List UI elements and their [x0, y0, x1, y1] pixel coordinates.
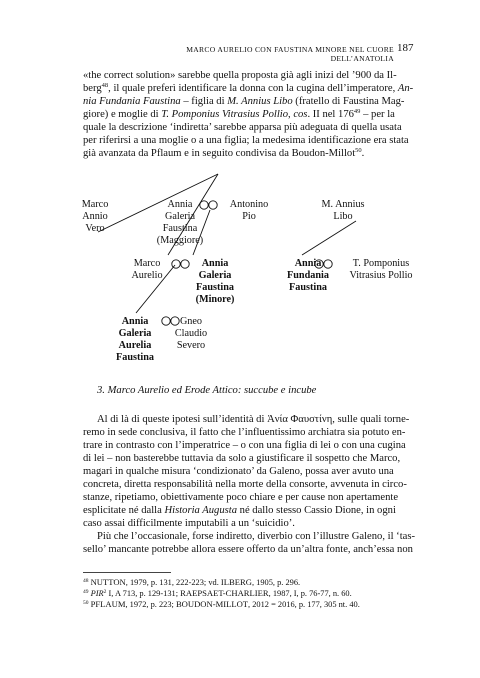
text-line: «the correct solution» sarebbe quella proposta già agli inizi del ’900 da Il- [83, 70, 397, 81]
union-ring-2a [172, 260, 180, 268]
footnote: $^{49}$ PIR$^2$ I, A 713, p. 129-131; RAEPSAET-CHARLIER, 1987, I, p. 76-77, n. 60. [83, 588, 352, 598]
footnotes [83, 577, 407, 610]
stemma-antonino-pio: Antonino Pio [229, 199, 269, 222]
stemma-annia-galeria-faustina-maggiore: Annia Galeria Faustina (Maggiore) [156, 199, 204, 246]
stemma-marco-aurelio: Marco Aurelio [131, 258, 163, 281]
text-line: esplicitate né dalla Historia Augusta né dallo stesso Cassio Dione, in ogni [83, 505, 396, 516]
text-line: remo in sede conclusiva, il fatto che l’influentissimo archiatra sia potuto en- [83, 427, 406, 438]
footnote: $^{48}$ NUTTON, 1979, p. 131, 222-223; vd. ILBERG, 1905, p. 296. [83, 577, 301, 587]
footnote: $^{50}$ PFLAUM, 1972, p. 223; BOUDON-MILLOT, 2012 = 2016, p. 177, 305 nt. 40. [83, 599, 360, 609]
stemma-t-pomponius-vitrasius-pollio: T. Pomponius Vitrasius Pollio [349, 258, 413, 281]
stemma-annia-galeria-faustina-minore: Annia Galeria Faustina (Minore) [195, 258, 235, 305]
text-line: caso assai difficilmente imputabili a un ‘suicidio’. [83, 518, 295, 529]
text-line: per riferirsi a una moglie o a una figlia; la medesima identificazione era stata [83, 135, 409, 146]
union-ring-1b [209, 201, 217, 209]
page-number: 187 [397, 42, 414, 54]
stemma-gneo-claudio-severo: Gneo Claudio Severo [174, 316, 208, 351]
text-line: concreta, diretta responsabilità nella morte della consorte, avvenuta in circo- [83, 479, 407, 490]
stemma-m-annius-libo: M. Annius Libo [321, 199, 365, 222]
text-line: quale la descrizione ‘indiretta’ sarebbe apparsa più adeguata di quella usata [83, 122, 402, 133]
stemma-marco-annio-vero: Marco Annio Vero [81, 199, 109, 234]
text-line: Al di là di queste ipotesi sull’identità di Ἀνία Φαυστίνη, sulle quali torne- [97, 414, 410, 425]
section-body [83, 413, 416, 556]
text-line: berg$^{48}$, il quale preferì identificare la donna con la cugina dell’imperatore, An- [83, 82, 414, 94]
footnote-rule [83, 572, 171, 573]
text-line: giore) e moglie di T. Pomponius Vitrasius Pollio, cos. II nel $176^{49}$ – per la [83, 108, 395, 120]
text-line: sello’ mancante potrebbe allora essere offerto da un’altra fonte, anch’essa non [83, 544, 413, 555]
stemma-annia-galeria-aurelia-faustina: Annia Galeria Aurelia Faustina [116, 316, 154, 363]
running-header: MARCO AURELIO CON FAUSTINA MINORE NEL CUORE DELL’ANATOLIA [186, 45, 394, 63]
text-line: magari in qualche misura ‘condizionato’ da Galeno, possa aver avuto una [83, 466, 394, 477]
text-line: nia Fundania Faustina – figlia di M. Annius Libo (fratello di Faustina Mag- [83, 96, 405, 107]
text-line: di lei – non basterebbe tuttavia da solo a giustificare il sospetto che Marco, [83, 453, 401, 464]
section-heading: 3. Marco Aurelio ed Erode Attico: succube e incube [97, 385, 317, 396]
text-line: stanze, ripetiamo, obiettivamente poco chiare e per cause non apertamente [83, 492, 399, 503]
line-libo-to-annia-fundania [302, 221, 356, 255]
stemma-annia-fundania-faustina: Annia Fundania Faustina [287, 258, 329, 293]
text-line: già avanzata da Pflaum e in seguito condivisa da Boudon-Millot$^{50}$. [83, 147, 365, 159]
text-line: Più che l’occasionale, forse indiretto, diverbio con l’illustre Galeno, il ‘tas- [97, 531, 416, 542]
text-line: trare in contrasto con l’imperatrice – o con una figlia di lei o con una cugina [83, 440, 406, 451]
